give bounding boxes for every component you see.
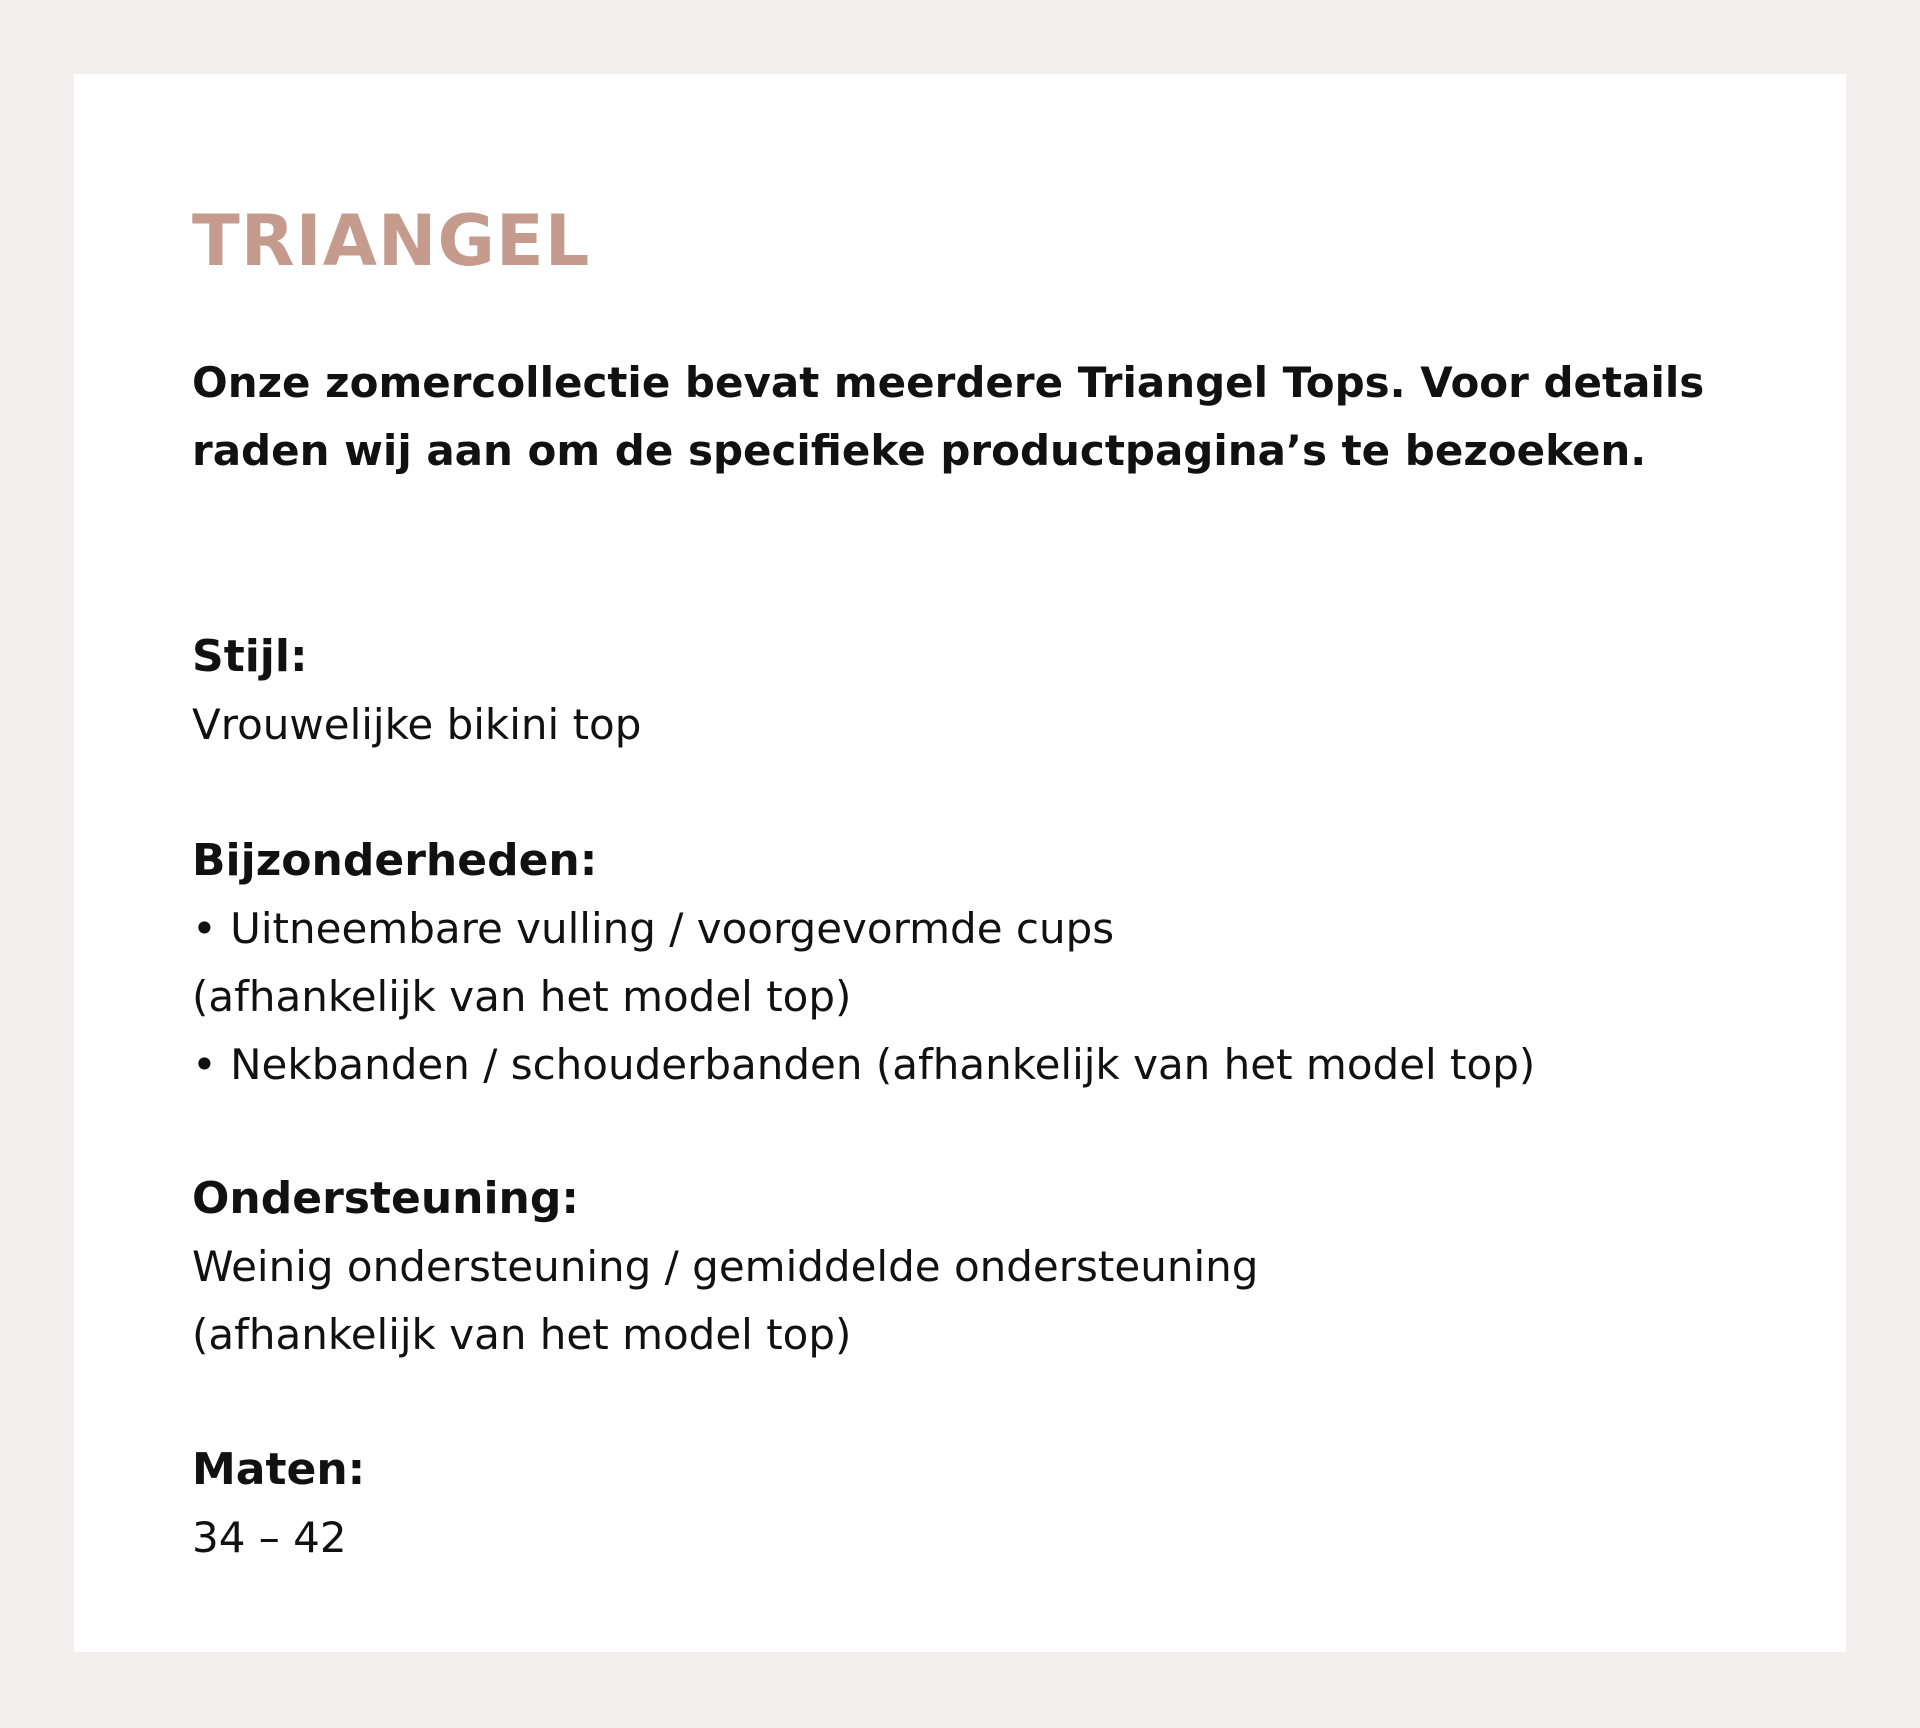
support-line-2: (afhankelijk van het model top) (192, 1310, 852, 1359)
page-title: TRIANGEL (192, 200, 591, 282)
sizes-line-1: 34 – 42 (192, 1513, 347, 1562)
intro-line-2: raden wij aan om de specifieke productpagina’s te bezoeken. (192, 426, 1647, 475)
details-label: Bijzonderheden: (192, 835, 598, 886)
style-label: Stijl: (192, 631, 308, 682)
details-line-3: • Nekbanden / schouderbanden (afhankelijk van het model top) (192, 1040, 1536, 1089)
support-label: Ondersteuning: (192, 1173, 579, 1224)
intro-line-1: Onze zomercollectie bevat meerdere Triangel Tops. Voor details (192, 358, 1705, 407)
support-text (192, 1233, 1258, 1369)
support-line-1: Weinig ondersteuning / gemiddelde ondersteuning (192, 1242, 1259, 1291)
intro-text (192, 349, 1752, 485)
style-line-1: Vrouwelijke bikini top (192, 700, 642, 749)
details-line-2: (afhankelijk van het model top) (192, 972, 852, 1021)
style-text (192, 691, 641, 759)
sizes-label: Maten: (192, 1444, 366, 1495)
details-line-1: • Uitneembare vulling / voorgevormde cups (192, 904, 1115, 953)
sizes-text (192, 1504, 347, 1572)
details-text (192, 895, 1535, 1099)
info-card (74, 74, 1846, 1652)
